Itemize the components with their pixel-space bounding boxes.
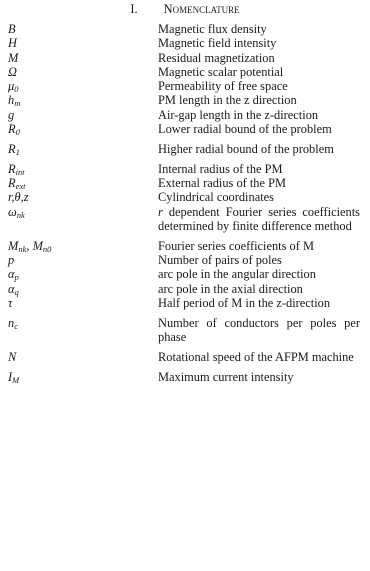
nomenclature-definition: External radius of the PM: [158, 175, 287, 190]
nomenclature-symbol: [8, 190, 158, 204]
nomenclature-definition: Internal radius of the PM: [158, 161, 283, 176]
symbol-main: α: [8, 267, 15, 282]
symbol-subscript: p: [14, 272, 19, 283]
nomenclature-symbol: [8, 36, 158, 50]
nomenclature-row: [8, 108, 360, 122]
nomenclature-definition: arc pole in the axial direction: [158, 281, 303, 296]
nomenclature-row: [8, 176, 360, 190]
nomenclature-row: [8, 93, 360, 107]
symbol-main: H: [8, 36, 17, 51]
nomenclature-definition: PM length in the z direction: [158, 93, 297, 108]
nomenclature-symbol: [8, 79, 158, 93]
nomenclature-symbol: [8, 162, 158, 176]
symbol-subscript: 1: [15, 146, 20, 157]
symbol-subscript: c: [14, 320, 18, 331]
nomenclature-symbol: [8, 370, 158, 384]
nomenclature-symbol: [8, 316, 158, 350]
symbol-subscript: nk: [16, 209, 25, 220]
symbol-main: ω: [8, 204, 17, 219]
nomenclature-table: [8, 22, 360, 384]
symbol-main: I: [8, 369, 13, 384]
nomenclature-row: [8, 267, 360, 281]
nomenclature-symbol: [8, 122, 158, 142]
nomenclature-definition: Air-gap length in the z-direction: [158, 107, 319, 122]
nomenclature-symbol: [8, 282, 158, 296]
nomenclature-definition: Permeability of free space: [158, 79, 288, 94]
nomenclature-row: [8, 370, 360, 384]
nomenclature-symbol: [8, 142, 158, 162]
symbol-main: τ: [8, 295, 13, 310]
nomenclature-definition: [158, 205, 360, 239]
symbol-subscript: q: [14, 286, 19, 297]
nomenclature-definition: arc pole in the angular direction: [158, 267, 316, 282]
nomenclature-symbol: [8, 205, 158, 239]
nomenclature-definition: Magnetic field intensity: [158, 36, 277, 51]
nomenclature-row: [8, 36, 360, 50]
symbol-main: r,θ,z: [8, 190, 29, 205]
nomenclature-row: [8, 142, 360, 162]
definition-text: dependent Fourier series coefficients determined by finite difference method: [158, 204, 360, 233]
symbol-main: R: [8, 122, 16, 137]
nomenclature-definition: Rotational speed of the AFPM machine: [158, 349, 354, 364]
nomenclature-symbol: [8, 176, 158, 190]
nomenclature-definition: Number of pairs of poles: [158, 252, 282, 267]
nomenclature-symbol: [8, 108, 158, 122]
nomenclature-definition: Residual magnetization: [158, 50, 275, 65]
nomenclature-symbol: [8, 239, 158, 253]
symbol-main: α: [8, 281, 15, 296]
nomenclature-row: [8, 65, 360, 79]
symbol-main: R: [8, 175, 16, 190]
nomenclature-symbol: [8, 65, 158, 79]
nomenclature-definition: Magnetic scalar potential: [158, 64, 284, 79]
symbol-main: B: [8, 22, 16, 36]
symbol-main: M: [8, 50, 19, 65]
nomenclature-symbol: [8, 350, 158, 370]
symbol-subscript: ext: [15, 180, 26, 191]
nomenclature-row: [8, 162, 360, 176]
definition-variable: r: [158, 204, 163, 219]
symbol-main: M: [8, 238, 19, 253]
symbol-main: M: [32, 238, 43, 253]
nomenclature-definition: Half period of M in the z-direction: [158, 295, 331, 310]
section-title: Nomenclature: [163, 2, 240, 16]
nomenclature-definition: Magnetic flux density: [158, 22, 267, 36]
symbol-subscript: int: [15, 166, 25, 177]
nomenclature-row: [8, 79, 360, 93]
symbol-main: n: [8, 315, 15, 330]
nomenclature-row: [8, 282, 360, 296]
nomenclature-row: [8, 316, 360, 350]
nomenclature-definition: Maximum current intensity: [158, 369, 294, 384]
symbol-subscript: m: [14, 98, 21, 109]
nomenclature-definition: Fourier series coefficients of M: [158, 238, 314, 253]
nomenclature-definition: Number of conductors per poles per phase: [158, 315, 360, 344]
symbol-main: μ: [8, 79, 15, 94]
nomenclature-symbol: [8, 22, 158, 36]
symbol-subscript: n0: [42, 243, 52, 254]
nomenclature-definition: Cylindrical coordinates: [158, 190, 274, 205]
nomenclature-symbol: [8, 253, 158, 267]
symbol-main: R: [8, 161, 16, 176]
section-heading: [0, 0, 370, 18]
symbol-subscript: 0: [15, 127, 20, 138]
symbol-main: h: [8, 93, 15, 108]
symbol-main: N: [8, 349, 17, 364]
nomenclature-symbol: [8, 93, 158, 107]
section-number: I.: [130, 2, 138, 16]
nomenclature-symbol: [8, 296, 158, 316]
symbol-main: p: [8, 252, 15, 267]
nomenclature-symbol: [8, 51, 158, 65]
nomenclature-row: [8, 205, 360, 239]
nomenclature-symbol: [8, 267, 158, 281]
nomenclature-row: [8, 350, 360, 370]
nomenclature-row: [8, 239, 360, 253]
nomenclature-row: [8, 190, 360, 204]
nomenclature-row: [8, 253, 360, 267]
nomenclature-row: [8, 22, 360, 36]
nomenclature-definition: Lower radial bound of the problem: [158, 122, 332, 137]
nomenclature-row: [8, 51, 360, 65]
nomenclature-row: [8, 296, 360, 316]
nomenclature-row: [8, 122, 360, 142]
symbol-subscript: nk: [18, 243, 27, 254]
symbol-subscript: M: [12, 374, 20, 385]
symbol-main: Ω: [8, 64, 17, 79]
symbol-subscript: 0: [14, 84, 19, 95]
symbol-main: R: [8, 141, 16, 156]
symbol-main: g: [8, 107, 15, 122]
symbol-separator: ,: [26, 238, 33, 253]
nomenclature-definition: Higher radial bound of the problem: [158, 141, 334, 156]
